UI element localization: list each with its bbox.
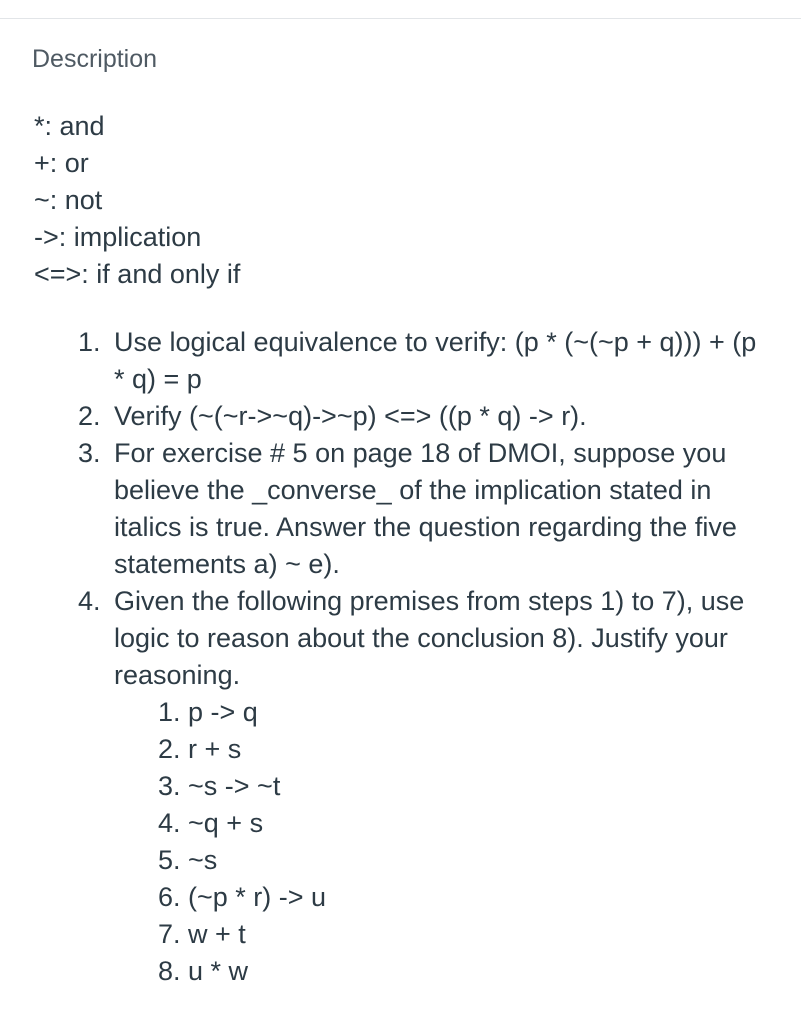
exercise-text: For exercise # 5 on page 18 of DMOI, suppose you believe the _converse_ of the implication stated in italics is true. Answer the question regarding the five statements a) ~ e). xyxy=(114,438,737,579)
legend-item-and: *: and xyxy=(34,111,105,141)
premise-item: 1. p -> q xyxy=(158,697,258,727)
premise-item: 2. r + s xyxy=(158,734,242,764)
premise-list xyxy=(158,694,768,990)
exercise-item xyxy=(78,398,768,435)
premise-item: 6. (~p * r) -> u xyxy=(158,882,327,912)
premise-item: 5. ~s xyxy=(158,845,218,875)
legend-item-not: ~: not xyxy=(34,185,103,215)
premise-item: 7. w + t xyxy=(158,919,246,949)
legend-item-implication: ->: implication xyxy=(34,222,202,252)
exercise-number: 2. xyxy=(78,401,101,431)
section-title: Description xyxy=(32,45,158,73)
top-divider xyxy=(0,18,801,19)
legend-item-iff: <=>: if and only if xyxy=(34,259,241,289)
exercise-text: Use logical equivalence to verify: (p * (~(~p + q))) + (p * q) = p xyxy=(114,327,757,394)
exercise-text: Given the following premises from steps 1) to 7), use logic to reason about the conclusion 8). Justify your reasoning. xyxy=(114,586,745,690)
operator-legend xyxy=(34,108,240,293)
exercise-item xyxy=(78,583,768,990)
exercise-item xyxy=(78,324,768,398)
premise-item: 4. ~q + s xyxy=(158,808,264,838)
exercise-list xyxy=(78,324,768,990)
exercise-number: 4. xyxy=(78,586,101,616)
exercise-item xyxy=(78,435,768,583)
exercise-number: 1. xyxy=(78,327,101,357)
premise-item: 3. ~s -> ~t xyxy=(158,771,281,801)
exercise-number: 3. xyxy=(78,438,101,468)
conclusion-item: 8. u * w xyxy=(158,956,249,986)
exercise-text: Verify (~(~r->~q)->~p) <=> ((p * q) -> r). xyxy=(114,401,587,431)
legend-item-or: +: or xyxy=(34,148,89,178)
